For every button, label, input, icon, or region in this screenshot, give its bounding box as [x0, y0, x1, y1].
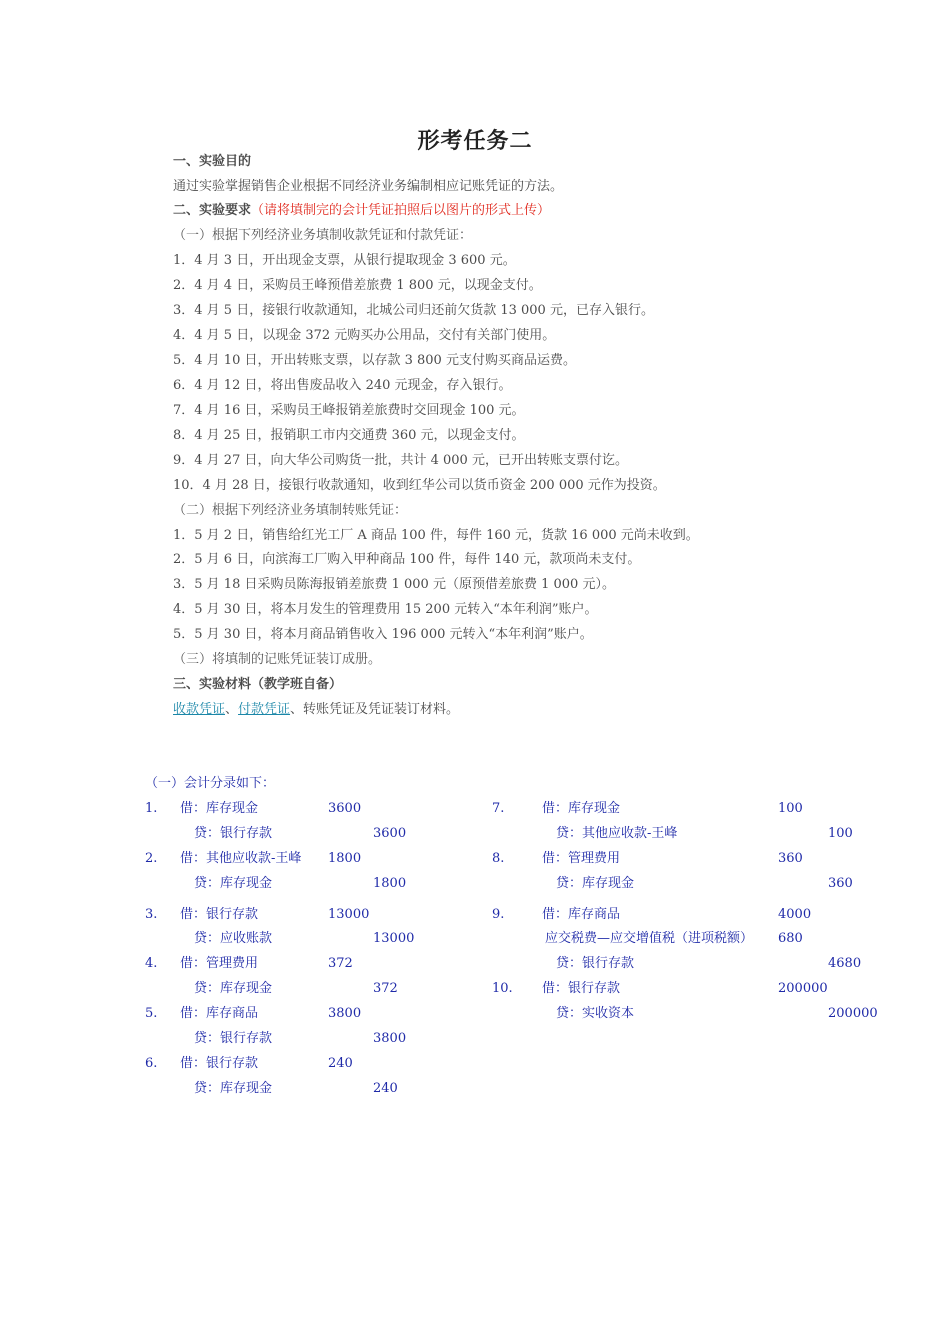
part3-text: （三）将填制的记账凭证装订成册。 [173, 652, 382, 667]
entry-number: 2. [145, 851, 158, 866]
list-item: 10．4 月 28 日，接银行收款通知，收到红华公司以货币资金 200 000 元作为投资。 [173, 478, 666, 493]
page-title: 形考任务二 [417, 128, 533, 154]
credit-account: 贷：实收资本 [556, 1006, 635, 1021]
credit-amount: 360 [828, 876, 853, 891]
debit-amount: 3600 [328, 801, 362, 816]
entry-number: 10. [492, 981, 513, 996]
debit-account-secondary: 应交税费—应交增值税（进项税额） [545, 931, 754, 946]
credit-account: 贷：银行存款 [556, 956, 635, 971]
credit-amount: 4680 [828, 956, 862, 971]
credit-account: 贷：应收账款 [194, 931, 273, 946]
credit-amount: 100 [828, 826, 853, 841]
list-item: 4．4 月 5 日，以现金 372 元购买办公用品，交付有关部门使用。 [173, 328, 556, 343]
credit-account: 贷：其他应收款-王峰 [556, 826, 678, 841]
list-item: 5．5 月 30 日，将本月商品销售收入 196 000 元转入“本年利润”账户。 [173, 627, 593, 642]
credit-account: 贷：库存现金 [194, 981, 273, 996]
receipt-voucher-link[interactable]: 收款凭证 [173, 702, 226, 717]
debit-account: 借：银行存款 [180, 1056, 259, 1071]
debit-account: 借：银行存款 [180, 907, 259, 922]
debit-amount: 4000 [778, 907, 812, 922]
list-item: 3．4 月 5 日，接银行收款通知，北城公司归还前欠货款 13 000 元，已存入银行。 [173, 303, 654, 318]
debit-account: 借：管理费用 [542, 851, 621, 866]
entries-heading: （一）会计分录如下： [145, 776, 276, 791]
credit-account: 贷：库存现金 [556, 876, 635, 891]
list-item: 4．5 月 30 日，将本月发生的管理费用 15 200 元转入“本年利润”账户。 [173, 602, 598, 617]
debit-amount: 372 [328, 956, 353, 971]
debit-amount: 200000 [778, 981, 828, 996]
credit-account: 贷：库存现金 [194, 1081, 273, 1096]
debit-account: 借：管理费用 [180, 956, 259, 971]
list-item: 2．5 月 6 日，向滨海工厂购入甲种商品 100 件，每件 140 元，款项尚未支付。 [173, 552, 641, 567]
credit-account: 贷：银行存款 [194, 826, 273, 841]
list-item: 1．4 月 3 日，开出现金支票，从银行提取现金 3 600 元。 [173, 253, 516, 268]
entry-number: 6. [145, 1056, 158, 1071]
credit-amount: 3800 [373, 1031, 407, 1046]
debit-amount: 1800 [328, 851, 362, 866]
list-item: 8．4 月 25 日，报销职工市内交通费 360 元，以现金支付。 [173, 428, 525, 443]
list-item: 6．4 月 12 日，将出售废品收入 240 元现金，存入银行。 [173, 378, 512, 393]
debit-account: 借：库存商品 [542, 907, 621, 922]
debit-account: 借：库存现金 [542, 801, 621, 816]
entry-number: 5. [145, 1006, 158, 1021]
entry-number: 4. [145, 956, 158, 971]
debit-account: 借：库存商品 [180, 1006, 259, 1021]
debit-amount-secondary: 680 [778, 931, 803, 946]
list-item: 5．4 月 10 日，开出转账支票，以存款 3 800 元支付购买商品运费。 [173, 353, 576, 368]
debit-amount: 100 [778, 801, 803, 816]
entry-number: 7. [492, 801, 505, 816]
upload-note: （请将填制完的会计凭证拍照后以图片的形式上传） [251, 203, 551, 218]
debit-amount: 3800 [328, 1006, 362, 1021]
materials-rest: 、转账凭证及凭证装订材料。 [290, 702, 460, 717]
separator: 、 [225, 702, 239, 717]
entry-number: 1. [145, 801, 158, 816]
list-item: 3．5 月 18 日采购员陈海报销差旅费 1 000 元（原预借差旅费 1 000 元）。 [173, 577, 615, 592]
section-heading-materials: 三、实验材料（教学班自备） [173, 677, 343, 692]
list-item: 9．4 月 27 日，向大华公司购货一批，共计 4 000 元，已开出转账支票付讫。 [173, 453, 628, 468]
credit-account: 贷：库存现金 [194, 876, 273, 891]
credit-amount: 200000 [828, 1006, 878, 1021]
credit-amount: 3600 [373, 826, 407, 841]
debit-amount: 13000 [328, 907, 370, 922]
credit-account: 贷：银行存款 [194, 1031, 273, 1046]
debit-account: 借：库存现金 [180, 801, 259, 816]
entry-number: 9. [492, 907, 505, 922]
list-item: 7．4 月 16 日，采购员王峰报销差旅费时交回现金 100 元。 [173, 403, 525, 418]
part2-intro: （二）根据下列经济业务填制转账凭证： [173, 503, 408, 518]
part1-intro: （一）根据下列经济业务填制收款凭证和付款凭证： [173, 228, 473, 243]
debit-amount: 360 [778, 851, 803, 866]
list-item: 1．5 月 2 日，销售给红光工厂 A 商品 100 件，每件 160 元，货款 16 000 元尚未收到。 [173, 528, 699, 543]
purpose-text: 通过实验掌握销售企业根据不同经济业务编制相应记账凭证的方法。 [173, 179, 564, 194]
debit-amount: 240 [328, 1056, 353, 1071]
debit-account: 借：银行存款 [542, 981, 621, 996]
entry-number: 3. [145, 907, 158, 922]
section-heading-purpose: 一、实验目的 [173, 154, 252, 169]
credit-amount: 13000 [373, 931, 415, 946]
list-item: 2．4 月 4 日，采购员王峰预借差旅费 1 800 元，以现金支付。 [173, 278, 542, 293]
credit-amount: 372 [373, 981, 398, 996]
credit-amount: 1800 [373, 876, 407, 891]
requirements-heading-text: 二、实验要求 [173, 203, 252, 218]
debit-account: 借：其他应收款-王峰 [180, 851, 302, 866]
payment-voucher-link[interactable]: 付款凭证 [238, 702, 291, 717]
credit-amount: 240 [373, 1081, 398, 1096]
entry-number: 8. [492, 851, 505, 866]
